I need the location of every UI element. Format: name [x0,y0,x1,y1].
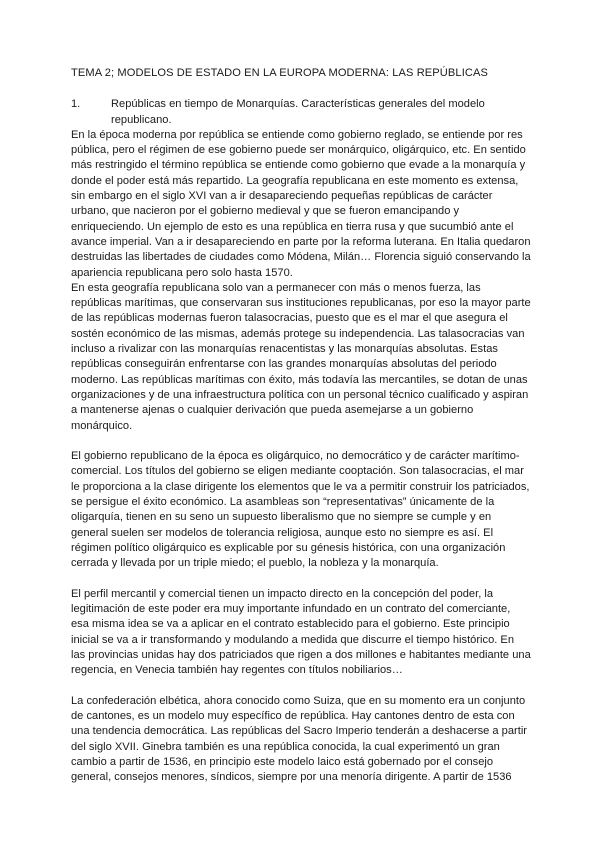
paragraph-5: La confederación elbética, ahora conocido como Suiza, que en su momento era un conjunto de cantones, es un modelo muy específico de república. Hay cantones dentro de esta con una tendencia democrática. Las repúblicas del Sacro Imperio tenderán a deshacerse a partir del siglo XVII. Ginebra también es una república conocida, la cual experimentó un gran cambio a partir de 1536, en principio este modelo laico está gobernado por el consejo general, consejos menores, síndicos, siempre por una menoría dirigente. A partir de 1536 [71,694,528,784]
document-title: TEMA 2; MODELOS DE ESTADO EN LA EUROPA MODERNA: LAS REPÚBLICAS [71,67,488,79]
section-heading [71,97,531,128]
paragraph-2: En esta geografía republicana solo van a permanecer con más o menos fuerza, las repúblicas marítimas, que conservaran sus instituciones republicanas, por eso la mayor parte de las repúblicas modernas fueron talasocracias, puesto que es el mar el que asegura el sostén económico de las mismas, además protege su independencia. Las talasocracias van incluso a rivalizar con las monarquías renacentistas y las monarquías absolutas. Estas repúblicas conseguirán enfrentarse con las grandes monarquías absolutas del periodo moderno. Las repúblicas marítimas con éxito, más todavía las mercantiles, se dotan de unas organizaciones y de una infraestructura política con un personal técnico cualificado y aspiran a mantenerse ajenas o cualquier derivación que pueda asemejarse a un gobierno monárquico. [71,281,531,432]
document-body [71,66,531,786]
paragraph-1: En la época moderna por república se entiende como gobierno reglado, se entiende por res pública, pero el régimen de ese gobierno puede ser monárquico, oligárquico, etc. En sentido más restringido el término república se entiende como gobierno que evade a la monarquía y donde el poder está más repartido. La geografía republicana en este momento es extensa, sin embargo en el siglo XVI van a ir desapareciendo pequeñas repúblicas de carácter urbano, que nacieron por el gobierno medieval y que se fueron emancipando y enriqueciendo. Un ejemplo de esto es una república en tierra rusa y que sucumbió ante el avance imperial. Van a ir desapareciendo en parte por la reforma luterana. En Italia quedaron destruidas las libertades de ciudades como Módena, Milán… Florencia siguió conservando la apariencia republicana pero solo hasta 1570. [71,128,531,279]
paragraph-4: El perfil mercantil y comercial tienen un impacto directo en la concepción del poder, la legitimación de este poder era muy importante infundado en un contrato del comerciante, esa misma idea se va a aplicar en el contrato establecido para el gobierno. Este principio inicial se va a ir transformando y modulando a medida que discurre el tiempo histórico. En las provincias unidas hay dos patriciados que rigen a dos millones e habitantes mediante una regencia, en Venecia también hay regentes con títulos nobiliarios… [71,587,531,677]
paragraph-3: El gobierno republicano de la época es oligárquico, no democrático y de carácter marítimo-comercial. Los títulos del gobierno se eligen mediante cooptación. Son talasocracias, el mar le proporciona a la clase dirigente los elementos que le va a permitir construir los patriciados, se persigue el éxito económico. La asambleas son “representativas” únicamente de la oligarquía, tienen en su seno un supuesto liberalismo que no siempre se cumple y en general suelen ser modelos de tolerancia religiosa, aunque esto no siempre es así. El régimen político oligárquico es explicable por su génesis histórica, con una organización cerrada y llevada por un triple miedo; el pueblo, la nobleza y la monarquía. [71,450,530,570]
section-title: Repúblicas en tiempo de Monarquías. Características generales del modelo republicano. [111,98,485,126]
section-number: 1. [71,98,81,111]
